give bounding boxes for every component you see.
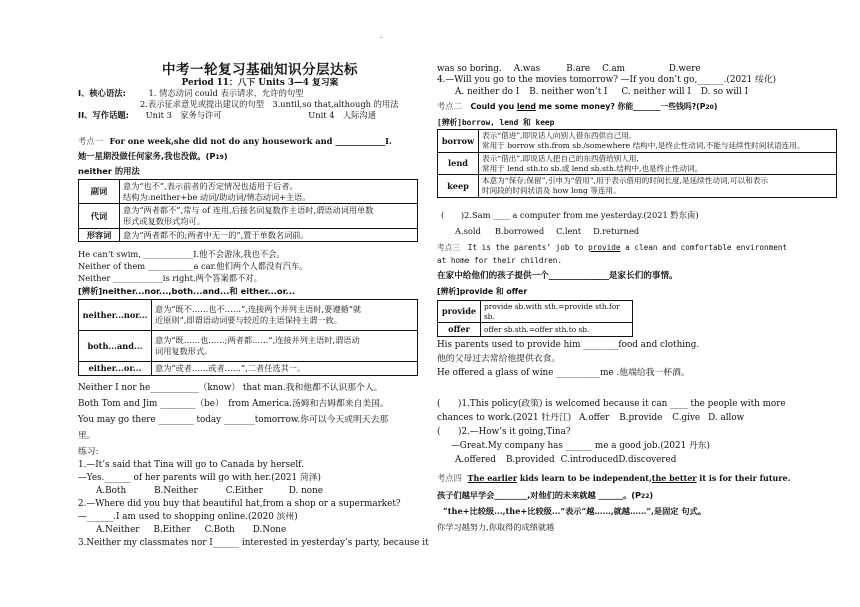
- table-row: offer offer sb.sth.=offer sth.to sb.: [438, 323, 633, 337]
- neither-example-3: Neither ____________is right.两个答案都不对。: [78, 273, 262, 283]
- provide-compare-title: [辨析]provide 和 offer: [437, 287, 528, 296]
- table-row: 形容词 意为“两者都不的;两者中无一的”,置于单数名词前。: [79, 228, 418, 242]
- table-row: lend 表示“借出”,即说话人把自己的东西借给别人用, 常用于 lend sth.to sb.或 lend sb.sth.结构中,也是终止性动词。: [438, 152, 837, 175]
- table-row: 副词 意为“也不”,表示前者的否定情况也适用于后者。 结构为:neither+be 动词/助动词/情态动词+主语。: [79, 180, 418, 204]
- page-title: 中考一轮复习基础知识分层达标: [162, 62, 358, 78]
- practice-q2: 2.—Where did you buy that beautiful hat,from a shop or a supermarket?: [78, 499, 401, 509]
- conjunction-compare-title: [辨析]neither...nor...,both...and...和 either...or...: [78, 286, 295, 296]
- practice-q3: 3.Neither my classmates nor I______ interested in yesterday’s party, because it: [78, 538, 429, 548]
- page-subtitle: Period 11：八下 Units 3—4 复习案: [181, 78, 339, 88]
- kp4-sentence: 考点四 The earlier kids learn to be independent,the better it is for their future.: [437, 473, 791, 483]
- conjunction-compare-table: [78, 299, 418, 376]
- kp1-translation: 她一星期没做任何家务,我也没做。(P19): [78, 151, 228, 161]
- practice-q3-continued: was so boring. A.was B.are C.am D.were: [437, 64, 701, 74]
- kp4-translation: 孩子们越早学会________,对他们的未来就越 ______。(P22): [437, 490, 654, 500]
- provide-example-2: He offered a glass of wine __________me .他端给我一杯酒。: [437, 368, 690, 378]
- kp3-q2: ( )2.—How’s it going,Tina?: [437, 427, 571, 437]
- table-row: both...and... 意为“既……也……;两者都……”,连接并列主语时,谓语动 词用复数形式。: [79, 331, 418, 362]
- kp4-example: 你学习越努力,你取得的成绩就越: [437, 522, 555, 532]
- core-grammar-line2: 2.表示征求意见或提出建议的句型 3.until,so that,although 的用法: [140, 99, 399, 109]
- kp2-sentence: 考点二 Could you lend me some money? 你能_______一些钱吗?(P20): [437, 101, 718, 111]
- kp3-q1b: chances to work.(2021 牡丹江) A.offer B.provide C.give D. allow: [437, 413, 745, 423]
- practice-q1-options: A.Both B.Neither C.Either D. none: [96, 486, 323, 496]
- practice-q4-options: A. neither do I B. neither won’t I C. neither will I D. so will I: [455, 87, 749, 97]
- compare-example-3: You may go there ________ today _______tomorrow.你可以今天或明天去那: [78, 415, 389, 425]
- kp3-translation: 在家中给他们的孩子提供一个______________是家长们的事情。: [437, 271, 678, 281]
- table-row: neither...nor... 意为“既不……也不……”,连接两个并列主语时,要遵循“就 近原则”,即谓语动词要与较近的主语保持主谓一致。: [79, 300, 418, 331]
- kp1-sentence: 考点一 For one week,she did not do any housework and ____________I.: [78, 136, 392, 146]
- provide-compare-table: [437, 300, 633, 337]
- compare-example-1: Neither I nor he___________（know） that man.我和他都不认识那个人。: [78, 383, 383, 393]
- kp4-rule: “the+比较级...,the+比较级...”表示“越……,就越……”,是固定 句式。: [443, 506, 706, 516]
- compare-example-3b: 里。: [78, 431, 96, 441]
- provide-example-1-cn: 他的父母过去常给他提供衣食。: [437, 354, 561, 364]
- lend-compare-title: [辨析]borrow, lend 和 keep: [437, 118, 555, 127]
- neither-usage-table: [78, 179, 418, 242]
- provide-example-1: His parents used to provide him ________food and clothing.: [437, 340, 700, 350]
- kp3-sentence: 考点三 It is the parents’ job to provide a clean and comfortable environment: [437, 243, 788, 252]
- table-row: provide provide sb.with sth.=provide sth.for sb.: [438, 301, 633, 323]
- kp2-question: ( )2.Sam ____ a computer from me yesterday.(2021 黔东南): [441, 210, 699, 220]
- kp2-question-options: A.sold B.borrowed C.lent D.returned: [455, 226, 640, 236]
- kp3-sentence-2: at home for their children.: [437, 256, 562, 265]
- kp3-q2b: —Great.My company has ______ me a good job.(2021 丹东): [451, 441, 710, 451]
- table-row: 代词 意为“两者都不”,常与 of 连用,后接名词复数作主语时,谓语动词用单数 形式或复数形式均可。: [79, 204, 418, 228]
- page-dot: ·: [380, 34, 383, 42]
- table-row: either...or... 意为“或者……或者……”,二者任选其一。: [79, 362, 418, 376]
- writing-topics: II、写作话题: Unit 3 家务与许可 Unit 4 人际沟通: [78, 110, 377, 120]
- kp3-q2-options: A.offered B.provided C.introducedD.discovered: [455, 455, 677, 465]
- practice-q4: 4.—Will you go to the movies tomorrow? —If you don’t go,______.(2021 绥化): [437, 75, 777, 85]
- practice-q1b: —Yes.______ of her parents will go with her.(2021 菏泽): [78, 473, 321, 483]
- table-row: keep 本意为“保存;保留”,引申为“借用”,用于表示借用的时间长度,是延续性动词,可以和表示 时间段的时间状语及 how long 等连用。: [438, 175, 837, 198]
- table-row: borrow 表示“借进”,即说话人向别人借东西供自己用, 常用于 borrow sth.from sb./somewhere 结构中,是终止性动词,不能与延续性时间状语连用。: [438, 130, 837, 153]
- kp3-q1: ( )1.This policy(政策) is welcomed because it can ____ the people with more: [437, 399, 786, 409]
- lend-compare-table: [437, 129, 837, 198]
- practice-q2b: —______.I am used to shopping online.(2020 滨州): [78, 512, 298, 522]
- neither-usage-title: neither 的用法: [78, 166, 140, 176]
- neither-example-2: Neither of them ___________a car.他们两个人都没有汽车。: [78, 261, 308, 271]
- compare-example-2: Both Tom and Jim ________（be） from America.汤姆和吉姆都来自美国。: [78, 399, 389, 409]
- neither-example-1: He can’t swim, ____________I.他不会游泳,我也不会。: [78, 249, 285, 259]
- practice-q1: 1.—It’s said that Tina will go to Canada by herself.: [78, 460, 304, 470]
- core-grammar: I、核心语法: 1. 情态动词 could 表示请求、允许的句型: [78, 88, 304, 98]
- practice-heading: 练习:: [78, 447, 99, 457]
- practice-q2-options: A.Neither B.Either C.Both D.None: [96, 525, 287, 535]
